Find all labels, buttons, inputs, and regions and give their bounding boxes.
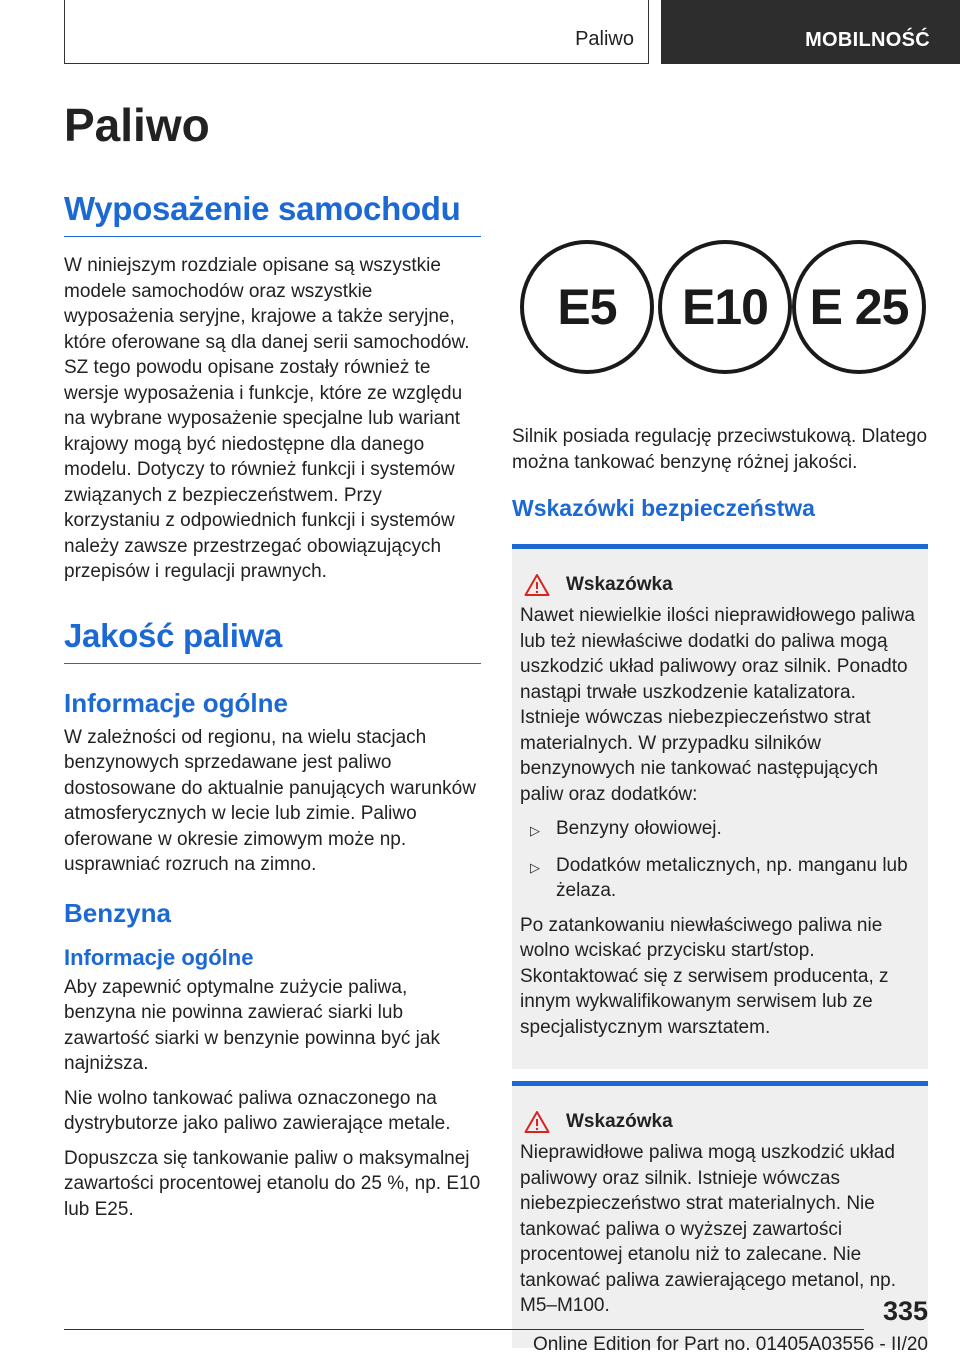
- fuel-label-e10: E10: [658, 240, 792, 374]
- page-number: 335: [882, 1296, 928, 1326]
- safety-heading: Wskazówki bezpieczeństwa: [512, 495, 815, 521]
- petrol-text-1: Aby zapewnić optymalne zużycie paliwa, benzyna nie powinna zawierać siarki lub zawartość siarki w benzynie powinna być jak najniższa.: [64, 976, 440, 1074]
- fuel-quality-heading: Jakość paliwa: [64, 617, 481, 664]
- triangle-right-icon: ▷: [530, 823, 540, 838]
- general-info-heading: Informacje ogólne: [64, 687, 288, 718]
- right-column: [512, 232, 928, 1360]
- warning-triangle-icon: [524, 573, 550, 597]
- left-column: [64, 190, 481, 1231]
- fuel-labels: [512, 232, 928, 392]
- header-section-box: [661, 0, 960, 64]
- triangle-right-icon: ▷: [530, 859, 540, 875]
- footer-divider: [64, 1329, 864, 1330]
- fuel-label-e5: E5: [520, 240, 654, 374]
- warning-header: [520, 1110, 920, 1134]
- list-item: ▷ Benzyny ołowiowej.: [520, 816, 920, 844]
- warning-box-1: [512, 544, 928, 1069]
- equipment-text: W niniejszym rozdziale opisane są wszystkie modele samochodów oraz wszystkie wyposażenia seryjne, krajowe a także seryjne, które oferowane są dla danej serii samochodów. SZ tego powodu opisane zostały również te wersje wyposażenia i funkcje, które ze względu na wybrane wyposażenie specjalne lub wariant krajowy mogą być niedostępne dla danego modelu. Dotyczy to również funkcji i systemów związanych z bezpieczeństwem. Przy korzystaniu z odpowiednich funkcji i systemów należy zawsze przestrzegać obowiązujących przepisów i regulacji prawnych.: [64, 255, 470, 582]
- page-title: Paliwo: [64, 99, 210, 151]
- warning-title: Wskazówka: [566, 1111, 673, 1132]
- header-chapter-box: [64, 0, 649, 64]
- header-section: MOBILNOŚĆ: [805, 29, 930, 51]
- warning-text: Po zatankowaniu niewłaściwego paliwa nie wolno wciskać przycisku start/stop. Skontaktować się z serwisem producenta, z innym wykwalifikowanym serwisem lub ze specjalistycznym warsztatem.: [520, 914, 889, 1038]
- equipment-heading: Wyposażenie samochodu: [64, 190, 481, 237]
- warning-triangle-icon: [524, 1110, 550, 1134]
- warning-box-2: [512, 1081, 928, 1348]
- engine-text: Silnik posiada regulację przeciwstukową. Dlatego można tankować benzynę różnej jakości.: [512, 426, 928, 473]
- petrol-heading: Benzyna: [64, 897, 171, 928]
- list-item: ▷ Dodatków metalicznych, np. manganu lub żelaza.: [520, 853, 920, 904]
- general-info-text: W zależności od regionu, na wielu stacjach benzynowych sprzedawane jest paliwo dostosowane do aktualnie panujących warunków atmosferycznych w lecie lub zimie. Paliwo oferowane w okresie zimowym może np. usprawniać rozruch na zimno.: [64, 726, 476, 875]
- petrol-general-heading: Informacje ogólne: [64, 944, 254, 970]
- petrol-text-2: Nie wolno tankować paliwa oznaczonego na dystrybutorze jako paliwo zawierające metale.: [64, 1087, 451, 1134]
- warning-text: Nawet niewielkie ilości nieprawidłowego paliwa lub też niewłaściwe dodatki do paliwa mogą uszkodzić układ paliwowy oraz silnik. Ponadto nastąpi trwałe uszkodzenie katalizatora. Istnieje wówczas niebezpieczeństwo strat materialnych. W przypadku silników benzynowych nie tankować następujących paliw oraz dodatków:: [520, 605, 915, 805]
- warning-title: Wskazówka: [566, 574, 673, 595]
- petrol-text-3: Dopuszcza się tankowanie paliw o maksymalnej zawartości procentowej etanolu do 25 %, np. E10 lub E25.: [64, 1147, 481, 1220]
- warning-header: [520, 573, 920, 597]
- warning-text: Nieprawidłowe paliwa mogą uszkodzić układ paliwowy oraz silnik. Istnieje wówczas niebezpieczeństwo strat materialnych. Nie tankować paliwa o wyższej zawartości procentowej etanolu niż to zalecane. Nie tankować paliwa zawierającego metanol, np. M5–M100.: [520, 1142, 896, 1316]
- footer-edition: Online Edition for Part no. 01405A03556 - II/20: [532, 1334, 928, 1355]
- fuel-label-e25: E 25: [792, 240, 926, 374]
- header-chapter: Paliwo: [575, 28, 634, 50]
